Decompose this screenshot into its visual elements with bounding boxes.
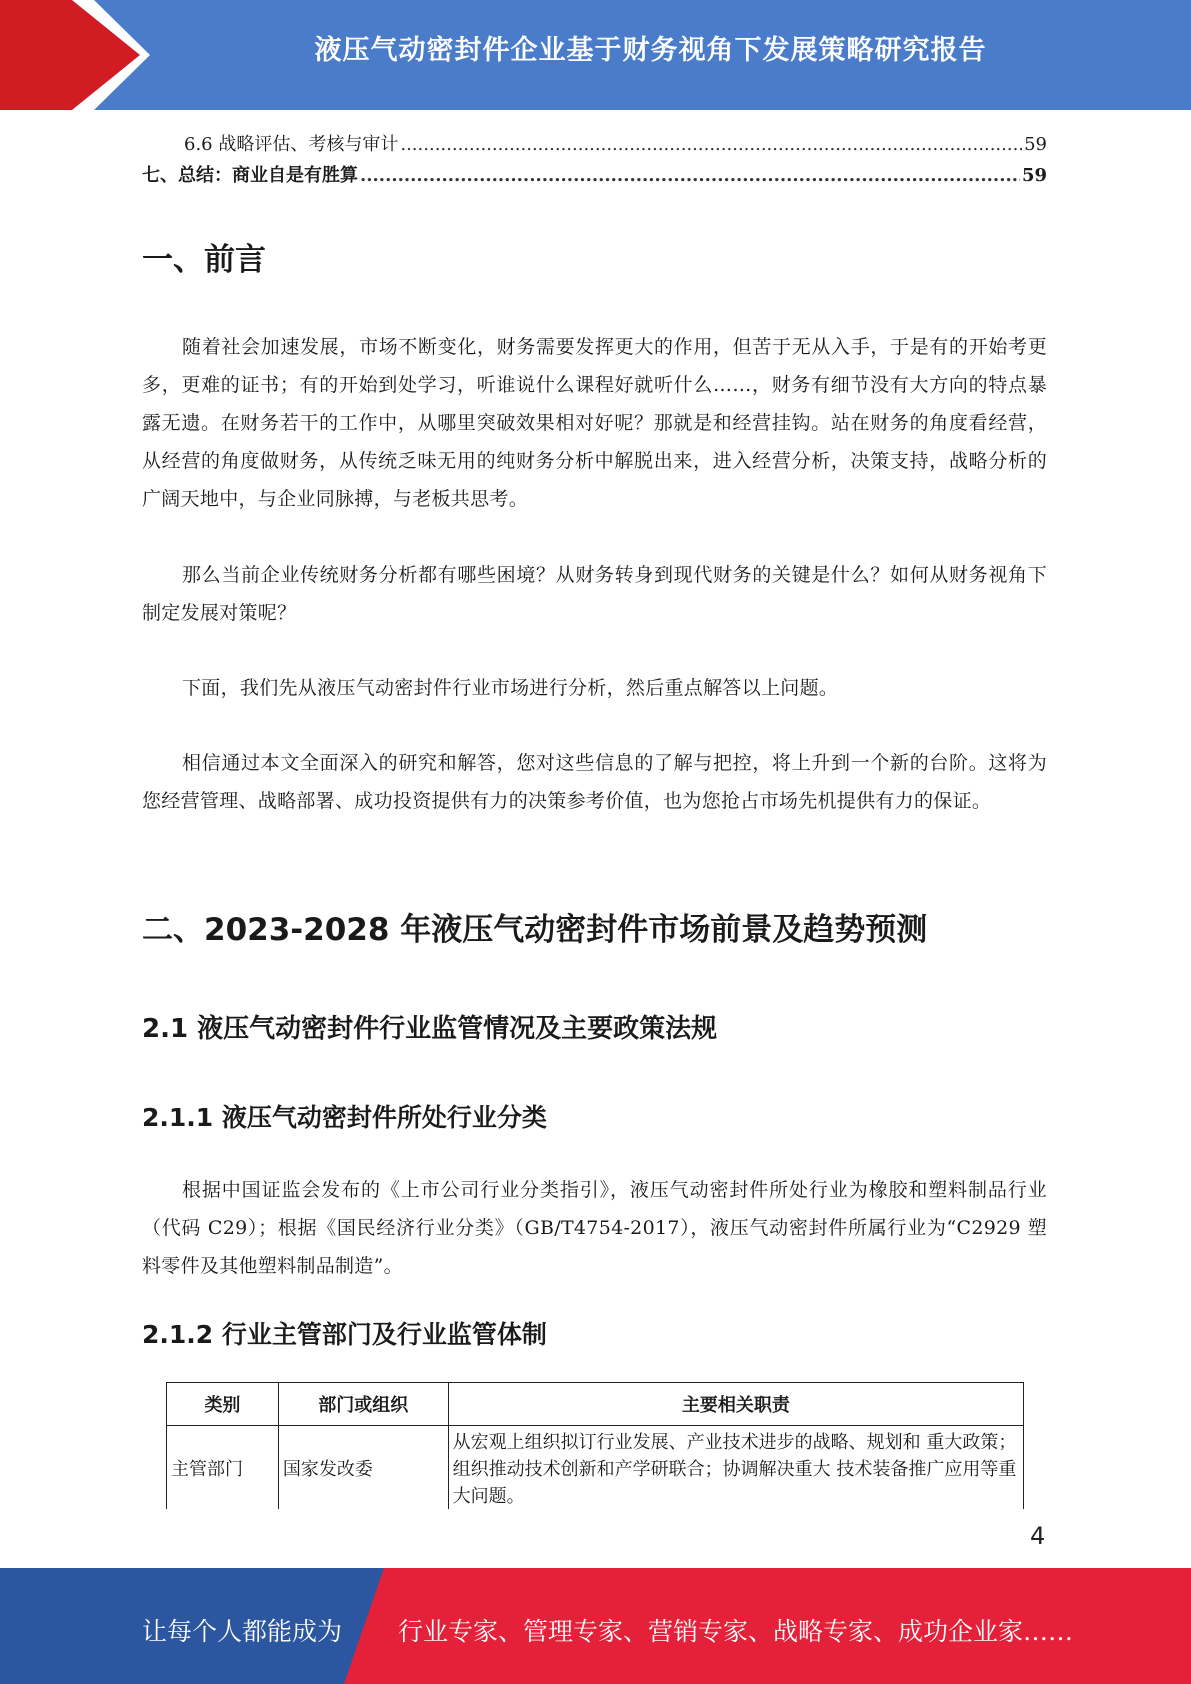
toc-entry-title: 七、总结：商业自是有胜算 — [142, 165, 358, 186]
table-header-row — [167, 1383, 1024, 1426]
table-cell: 从宏观上组织拟订行业发展、产业技术进步的战略、规划和 重大政策；组织推动技术创新和产学研联合；协调解决重大 技术装备推广应用等重大问题。 — [448, 1426, 1023, 1510]
table-cell: 国家发改委 — [278, 1426, 448, 1510]
section-heading-preface: 一、前言 — [142, 242, 266, 278]
table-header-cell: 主要相关职责 — [448, 1383, 1023, 1426]
toc-entry-title: 6.6 战略评估、考核与审计 — [184, 134, 399, 155]
subsection-heading: 2.1.2 行业主管部门及行业监管体制 — [142, 1320, 547, 1349]
body-paragraph: 相信通过本文全面深入的研究和解答，您对这些信息的了解与把控，将上升到一个新的台阶。这将为您经营管理、战略部署、成功投资提供有力的决策参考价值，也为您抢占市场先机提供有力的保证。 — [142, 752, 1047, 812]
regulator-table-container — [160, 1380, 1040, 1509]
table-cell: 主管部门 — [167, 1426, 279, 1510]
regulator-table — [166, 1382, 1024, 1509]
section-heading-market: 二、2023-2028 年液压气动密封件市场前景及趋势预测 — [142, 912, 928, 948]
table-header-cell: 类别 — [167, 1383, 279, 1426]
toc-entry[interactable] — [142, 161, 1047, 187]
page-number: 4 — [1030, 1522, 1046, 1550]
table-header-cell: 部门或组织 — [278, 1383, 448, 1426]
toc-leader-dots — [400, 134, 1022, 155]
header-title: 液压气动密封件企业基于财务视角下发展策略研究报告 — [314, 35, 987, 66]
table-row — [167, 1426, 1024, 1510]
body-paragraph: 那么当前企业传统财务分析都有哪些困境？从财务转身到现代财务的关键是什么？如何从财务视角下制定发展对策呢？ — [142, 564, 1047, 624]
subsection-heading: 2.1.1 液压气动密封件所处行业分类 — [142, 1103, 547, 1132]
footer-slogan-roles: 行业专家、管理专家、营销专家、战略专家、成功企业家…… — [398, 1617, 1074, 1646]
toc-entry-page: 59 — [1024, 134, 1047, 155]
footer-slogan-lead: 让每个人都能成为 — [142, 1617, 343, 1646]
footer-banner — [0, 1568, 1191, 1684]
body-paragraph: 随着社会加速发展，市场不断变化，财务需要发挥更大的作用，但苦于无从入手，于是有的开始考更多，更难的证书；有的开始到处学习，听谁说什么课程好就听什么……，财务有细节没有大方向的特点暴露无遗。在财务若干的工作中，从哪里突破效果相对好呢？那就是和经营挂钩。站在财务的角度看经营，从经营的角度做财务，从传统乏味无用的纯财务分析中解脱出来，进入经营分析，决策支持，战略分析的广阔天地中，与企业同脉搏，与老板共思考。 — [142, 336, 1047, 510]
toc-entry[interactable] — [142, 130, 1047, 156]
header-banner — [0, 0, 1191, 110]
body-paragraph: 下面，我们先从液压气动密封件行业市场进行分析，然后重点解答以上问题。 — [182, 677, 839, 699]
body-paragraph: 根据中国证监会发布的《上市公司行业分类指引》，液压气动密封件所处行业为橡胶和塑料制品行业（代码 C29）；根据《国民经济行业分类》（GB/T4754-2017），液压气动密封件所属行业为“C2929 塑料零件及其他塑料制品制造”。 — [142, 1179, 1047, 1277]
subsection-heading: 2.1 液压气动密封件行业监管情况及主要政策法规 — [142, 1014, 718, 1044]
toc-leader-dots — [360, 165, 1020, 186]
toc-entry-page: 59 — [1021, 165, 1047, 186]
